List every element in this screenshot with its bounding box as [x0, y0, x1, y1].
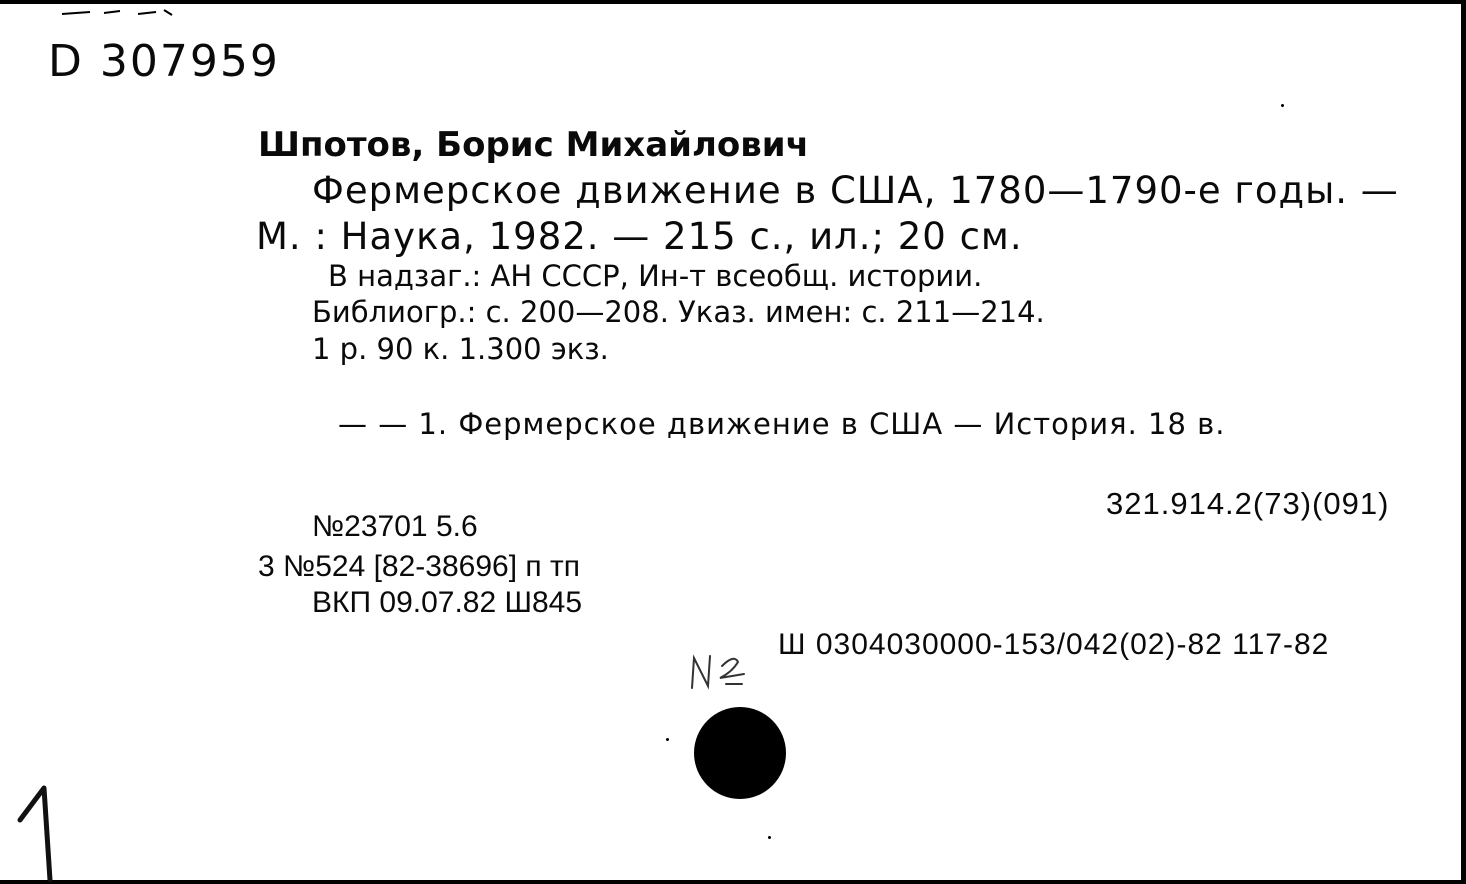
note-line-1: В надзаг.: АН СССР, Ин-т всеобщ. истории. — [328, 259, 983, 293]
dust-speck — [1281, 104, 1284, 107]
service-line-1: №23701 5.6 — [312, 510, 478, 543]
author-heading: Шпотов, Борис Михайлович — [258, 125, 809, 165]
title-line-1: Фермерское движение в США, 1780—1790-е годы. — — [312, 169, 1399, 212]
service-line-3: ВКП 09.07.82 Ш845 — [312, 586, 583, 619]
note-line-2: Библиогр.: с. 200—208. Указ. имен: с. 211—214. — [312, 295, 1045, 329]
handwritten-pencil-mark — [682, 644, 752, 694]
dust-speck — [666, 738, 669, 741]
service-line-2: 3 №524 [82-38696] п тп — [258, 550, 580, 583]
title-line-2: М. : Наука, 1982. — 215 с., ил.; 20 см. — [256, 215, 1023, 258]
accession-number: D 307959 — [48, 36, 280, 87]
subject-heading: — — 1. Фермерское движение в США — История. 18 в. — [338, 407, 1226, 441]
note-line-3: 1 р. 90 к. 1.300 экз. — [312, 332, 609, 366]
punch-hole — [694, 707, 786, 799]
handwritten-number — [10, 784, 70, 884]
top-edge-scribble — [60, 8, 180, 18]
classification-code: 321.914.2(73)(091) — [1106, 486, 1390, 521]
publication-code-line: Ш 0304030000-153/042(02)-82 117-82 — [778, 628, 1330, 661]
dust-speck — [768, 836, 771, 839]
